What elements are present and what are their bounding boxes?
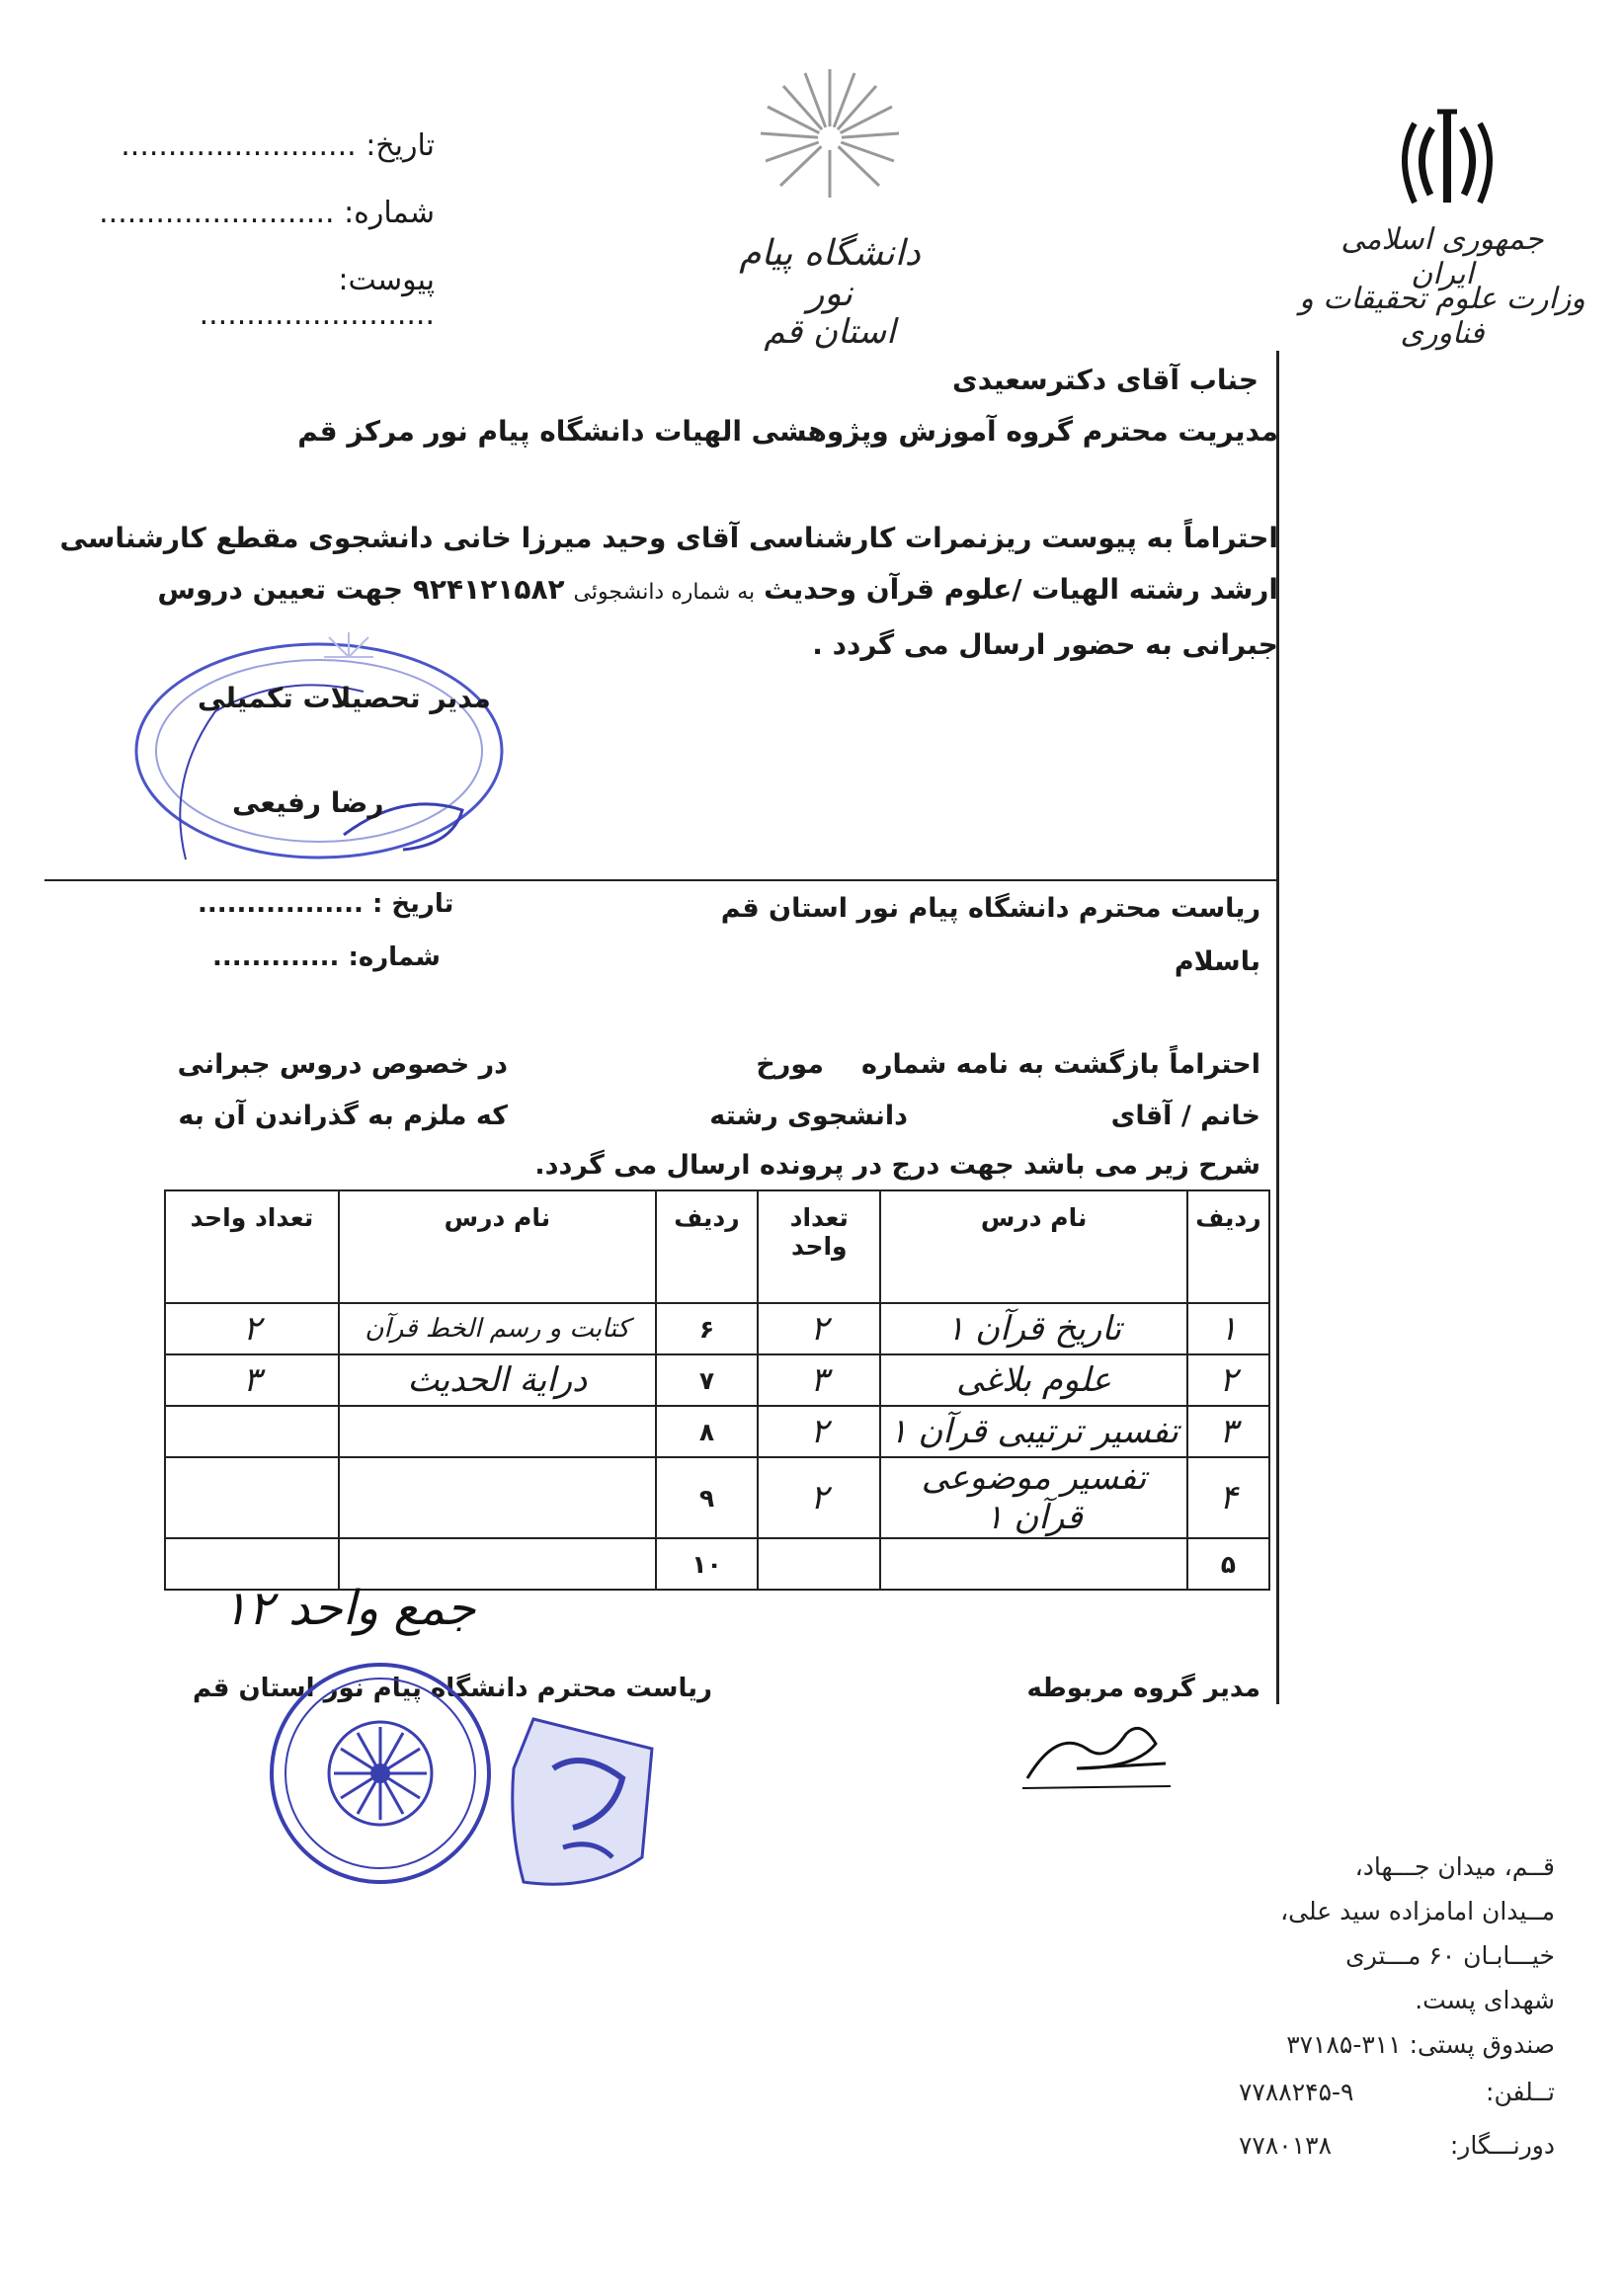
table-cell-units [758, 1538, 880, 1590]
table-header-cell: ردیف [1187, 1190, 1269, 1303]
contact-fax-value: ۷۷۸۰۱۳۸ [1239, 2131, 1332, 2160]
letter2-line1b: مورخ [756, 1049, 824, 1080]
table-cell-course: تاریخ قرآن ۱ [880, 1303, 1186, 1354]
letter1-body-line2 [157, 573, 1278, 606]
table-cell-units: ۳ [165, 1354, 339, 1406]
header-attachment: پیوست: ......................... [199, 263, 435, 332]
table-cell-row-number: ۱ [1187, 1303, 1269, 1354]
courses-table [164, 1189, 1270, 1591]
contact-phone-value: ۷۷۸۸۲۴۵-۹ [1239, 2078, 1354, 2106]
letter1-addressee: جناب آقای دکترسعیدی [952, 364, 1259, 396]
contact-line3: خیـــابـان ۶۰ مـــتری [1345, 1941, 1555, 1970]
contact-fax-label: دورنـــگار: [1449, 2131, 1555, 2160]
letter1-signer-name: رضا رفیعی [232, 786, 384, 819]
blue-stamp-icon [494, 1709, 672, 1897]
table-cell-course: تفسیر موضوعی قرآن ۱ [880, 1457, 1186, 1538]
table-cell-row-number: ۲ [1187, 1354, 1269, 1406]
table-cell-course: علوم بلاغی [880, 1354, 1186, 1406]
table-cell-units [165, 1406, 339, 1457]
table-cell-course [339, 1406, 656, 1457]
university-logo [751, 59, 909, 217]
ministry-name: وزارت علوم تحقیقات و فناوری [1299, 282, 1585, 351]
contact-phone [1239, 2078, 1555, 2106]
table-header-row [165, 1190, 1269, 1303]
letter1-student-id: ۹۲۴۱۲۱۵۸۲ جهت تعیین دروس [157, 573, 565, 606]
letter1-field: ارشد رشته الهیات /علوم قرآن وحدیث [764, 573, 1278, 606]
iran-emblem-icon [1393, 104, 1502, 212]
contact-line5: صندوق پستی: ۳۱۱-۳۷۱۸۵ [1286, 2030, 1555, 2059]
university-round-stamp [267, 1660, 494, 1887]
letter2-greeting: باسلام [1174, 946, 1260, 977]
letter1-student-id-label: به شماره دانشجوئی [573, 580, 756, 605]
table-cell-row-number: ۵ [1187, 1538, 1269, 1590]
table-cell-row-number: ۶ [656, 1303, 758, 1354]
letter1-body-line1: احتراماً به پیوست ریزنمرات کارشناسی آقای وحید میرزا خانی دانشجوی مقطع کارشناسی [59, 522, 1278, 554]
table-cell-row-number: ۱۰ [656, 1538, 758, 1590]
university-sunburst-icon [751, 59, 909, 217]
table-cell-row-number: ۷ [656, 1354, 758, 1406]
table-cell-course: تفسیر ترتیبی قرآن ۱ [880, 1406, 1186, 1457]
table-cell-row-number: ۹ [656, 1457, 758, 1538]
receipt-stamp [494, 1709, 672, 1897]
country-name: جمهوری اسلامی ایران [1340, 222, 1544, 291]
table-cell-units: ۲ [758, 1303, 880, 1354]
header-date: تاریخ: ......................... [121, 128, 435, 163]
table-header-cell: نام درس [880, 1190, 1186, 1303]
letter1-body-line3: جبرانی به حضور ارسال می گردد . [812, 628, 1278, 661]
table-cell-course [339, 1457, 656, 1538]
letter2-addressee: ریاست محترم دانشگاه پیام نور استان قم [720, 893, 1260, 924]
table-row [165, 1457, 1269, 1538]
table-cell-row-number: ۴ [1187, 1457, 1269, 1538]
table-header-cell: نام درس [339, 1190, 656, 1303]
contact-line2: مــیدان امامزاده سید علی، [1280, 1897, 1555, 1926]
table-header-cell: تعداد واحد [165, 1190, 339, 1303]
header-number: شماره: ......................... [99, 196, 435, 230]
contact-line1: قــم، میدان جـــهاد، [1354, 1852, 1555, 1881]
table-cell-course [880, 1538, 1186, 1590]
blue-oval-stamp-icon [126, 632, 512, 869]
round-stamp-icon [267, 1660, 494, 1887]
group-manager-signature [1017, 1709, 1176, 1798]
table-cell-units: ۲ [165, 1303, 339, 1354]
contact-line4: شهدای پست. [1415, 1986, 1555, 2014]
letter2-line2a: خانم / آقای [1110, 1101, 1260, 1131]
signature-icon [1017, 1709, 1176, 1798]
table-cell-units [165, 1457, 339, 1538]
university-province: استان قم [764, 312, 896, 352]
table-row [165, 1303, 1269, 1354]
table-cell-units: ۲ [758, 1406, 880, 1457]
table-header-cell: تعداد واحد [758, 1190, 880, 1303]
table-cell-row-number: ۸ [656, 1406, 758, 1457]
letter2-number: شماره: ............. [212, 943, 441, 972]
national-emblem [1393, 104, 1502, 212]
letter2-line1c: در خصوص دروس جبرانی [177, 1049, 508, 1080]
letter2-line2b: دانشجوی رشته [709, 1101, 908, 1131]
president-label: ریاست محترم دانشگاه پیام نور استان قم [193, 1674, 712, 1703]
graduate-office-stamp [126, 632, 512, 869]
university-name: دانشگاه پیام نور [739, 233, 921, 314]
letter1-signer-title: مدیر تحصیلات تکمیلی [198, 682, 491, 714]
handwritten-total-units: جمع واحد ۱۲ [222, 1581, 476, 1636]
table-cell-course: کتابت و رسم الخط قرآن [339, 1303, 656, 1354]
table-row [165, 1354, 1269, 1406]
letter2-line1a: احتراماً بازگشت به نامه شماره [861, 1049, 1260, 1080]
letter2-line2c: که ملزم به گذراندن آن به [178, 1101, 508, 1131]
table-row [165, 1406, 1269, 1457]
letter2-date: تاریخ : ................. [198, 889, 454, 919]
group-manager-label: مدیر گروه مربوطه [1026, 1674, 1260, 1703]
letter2-line3: شرح زیر می باشد جهت درج در پرونده ارسال می گردد. [534, 1150, 1260, 1181]
letter1-addressee-title: مدیریت محترم گروه آموزش وپژوهشی الهیات دانشگاه پیام نور مرکز قم [297, 415, 1278, 448]
table-cell-units: ۳ [758, 1354, 880, 1406]
table-cell-units: ۲ [758, 1457, 880, 1538]
table-header-cell: ردیف [656, 1190, 758, 1303]
contact-fax [1239, 2131, 1555, 2160]
table-cell-row-number: ۳ [1187, 1406, 1269, 1457]
table-cell-course: درایة الحدیث [339, 1354, 656, 1406]
section-separator [44, 879, 1279, 881]
contact-phone-label: تــلفن: [1486, 2078, 1555, 2106]
